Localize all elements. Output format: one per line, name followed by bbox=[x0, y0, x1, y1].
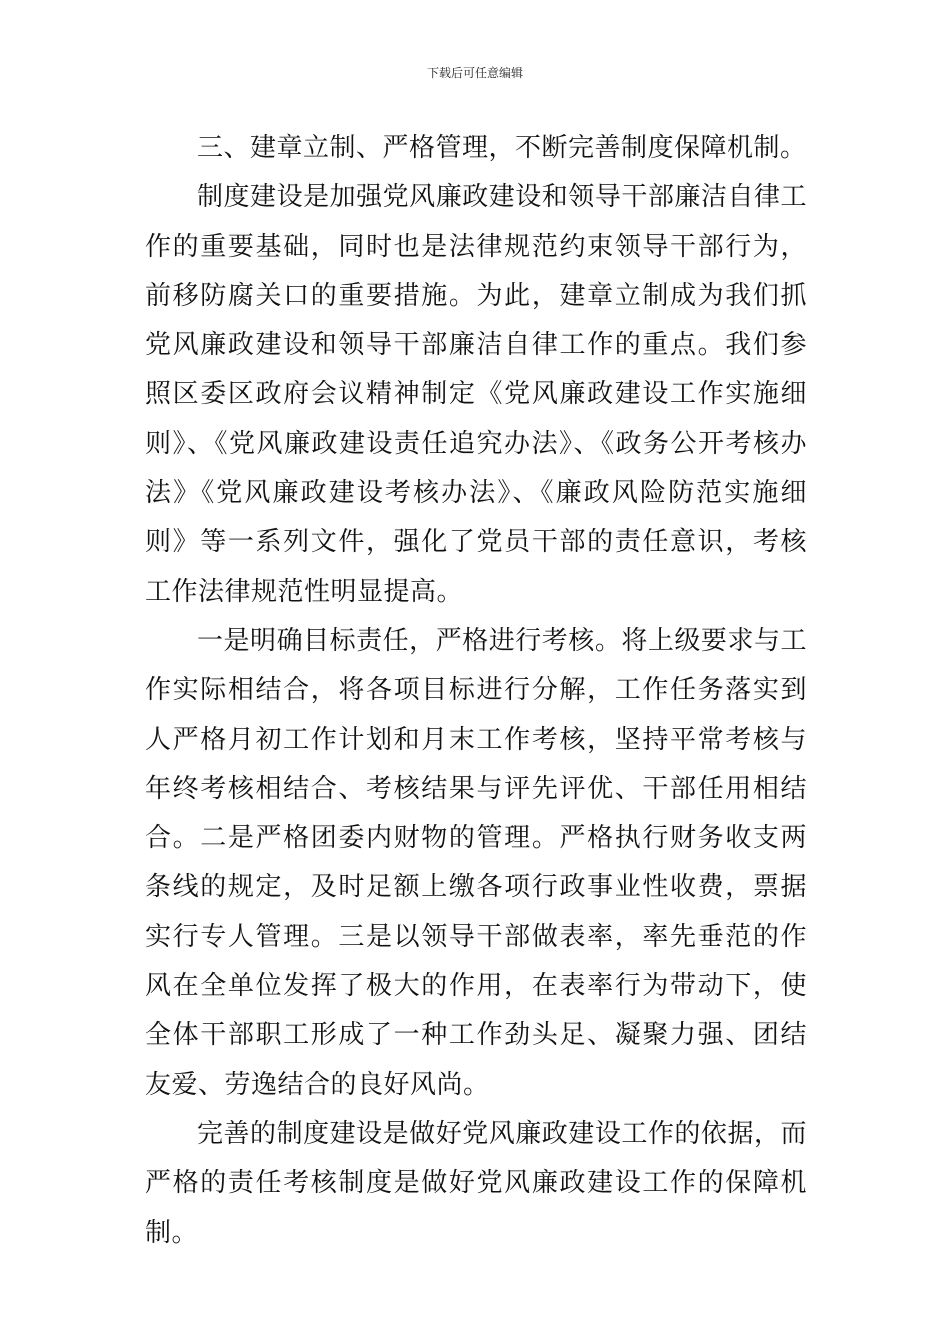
paragraph-institution-building: 制度建设是加强党风廉政建设和领导干部廉洁自律工作的重要基础，同时也是法律规范约束领导干部行为，前移防腐关口的重要措施。为此，建章立制成为我们抓党风廉政建设和领导干部廉洁自律工作的重点。我们参照区委区政府会议精神制定《党风廉政建设工作实施细则》、《党风廉政建设责任追究办法》、《政务公开考核办法》《党风廉政建设考核办法》、《廉政风险防范实施细则》等一系列文件，强化了党员干部的责任意识，考核工作法律规范性明显提高。 bbox=[145, 182, 807, 607]
paragraph-conclusion: 完善的制度建设是做好党风廉政建设工作的依据，而严格的责任考核制度是做好党风廉政建设工作的保障机制。 bbox=[145, 1118, 807, 1248]
paragraph-responsibility-assessment: 一是明确目标责任，严格进行考核。将上级要求与工作实际相结合，将各项目标进行分解，工作任务落实到人严格月初工作计划和月末工作考核，坚持平常考核与年终考核相结合、考核结果与评先评优、干部任用相结合。二是严格团委内财物的管理。严格执行财务收支两条线的规定，及时足额上缴各项行政事业性收费，票据实行专人管理。三是以领导干部做表率，率先垂范的作风在全单位发挥了极大的作用，在表率行为带动下，使全体干部职工形成了一种工作劲头足、凝聚力强、团结友爱、劳逸结合的良好风尚。 bbox=[145, 625, 807, 1100]
section-heading: 三、建章立制、严格管理，不断完善制度保障机制。 bbox=[197, 133, 807, 163]
page-header-note: 下载后可任意编辑 bbox=[426, 66, 523, 80]
document-body bbox=[145, 124, 807, 1258]
